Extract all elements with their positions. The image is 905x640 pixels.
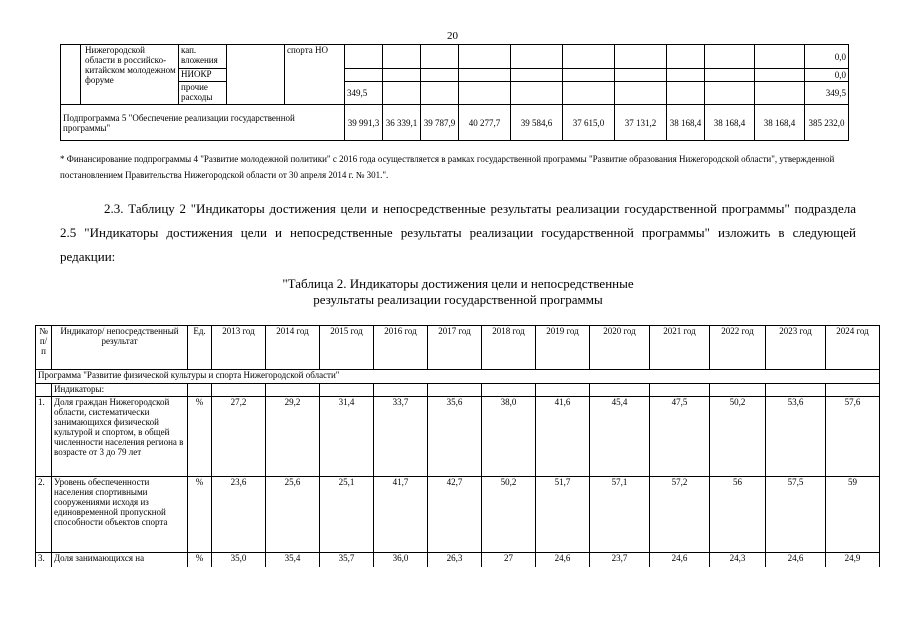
value-cell: 25,1 — [320, 477, 374, 553]
value-cell — [615, 82, 667, 105]
value-cell: 33,7 — [374, 397, 428, 477]
row-org: спорта НО — [285, 45, 345, 105]
program-row: Программа "Развитие физической культуры и спорта Нижегородской области" — [36, 370, 880, 384]
value-cell — [563, 82, 615, 105]
row-num: 1. — [36, 397, 52, 477]
value-cell — [563, 45, 615, 69]
value-cell: 35,0 — [212, 553, 266, 567]
value-cell: 27,2 — [212, 397, 266, 477]
value-cell: 35,7 — [320, 553, 374, 567]
value-cell: 41,6 — [536, 397, 590, 477]
row-name: Уровень обеспеченности населения спортивными сооружениями исходя из единовременной пропускной способности объектов спорта — [52, 477, 188, 553]
col-unit: Ед. — [188, 326, 212, 370]
row-unit: % — [188, 397, 212, 477]
value-cell — [705, 45, 755, 69]
value-cell: 35,4 — [266, 553, 320, 567]
value-cell — [345, 45, 383, 69]
value-cell: 27 — [482, 553, 536, 567]
indicators-table — [35, 325, 880, 567]
paragraph — [60, 197, 856, 269]
value-cell: 50,2 — [482, 477, 536, 553]
paragraph-text: 2.3. Таблицу 2 "Индикаторы достижения цели и непосредственные результаты реализации государственной программы" подраздела 2.5 "Индикаторы достижения цели и непосредственные результаты реализации государственной программы" изложить в следующей редакции: — [60, 201, 856, 264]
table-title — [60, 276, 856, 308]
value-cell: 57,2 — [650, 477, 710, 553]
value-cell: 385 232,0 — [805, 105, 849, 141]
value-cell: 349,5 — [345, 82, 383, 105]
value-cell — [383, 45, 421, 69]
value-cell: 349,5 — [805, 82, 849, 105]
value-cell — [563, 69, 615, 82]
value-cell: 42,7 — [428, 477, 482, 553]
value-cell — [755, 45, 805, 69]
value-cell: 39 991,3 — [345, 105, 383, 141]
row-unit: % — [188, 477, 212, 553]
value-cell: 50,2 — [710, 397, 766, 477]
value-cell — [421, 45, 459, 69]
table-title-line1: "Таблица 2. Индикаторы достижения цели и непосредственные — [282, 276, 634, 291]
value-cell — [421, 82, 459, 105]
value-cell — [421, 69, 459, 82]
value-cell: 41,7 — [374, 477, 428, 553]
value-cell: 29,2 — [266, 397, 320, 477]
value-cell: 53,6 — [766, 397, 826, 477]
value-cell: 57,6 — [826, 397, 880, 477]
value-cell: 59 — [826, 477, 880, 553]
value-cell — [511, 82, 563, 105]
row-unit: % — [188, 553, 212, 567]
value-cell — [667, 69, 705, 82]
value-cell: 38 168,4 — [755, 105, 805, 141]
page-number: 20 — [447, 30, 458, 42]
col-year: 2021 год — [650, 326, 710, 370]
value-cell: 0,0 — [805, 69, 849, 82]
col-year: 2023 год — [766, 326, 826, 370]
value-cell — [459, 82, 511, 105]
footnote: * Финансирование подпрограммы 4 "Развитие молодежной политики" с 2016 года осуществляется в рамках государственной программы "Развитие образования Нижегородской области", утвержденной постановлением Правительства Нижегородской области от 30 апреля 2014 г. № 301.". — [60, 154, 835, 180]
col-year: 2024 год — [826, 326, 880, 370]
table-row — [36, 553, 880, 567]
value-cell: 47,5 — [650, 397, 710, 477]
value-cell: 35,6 — [428, 397, 482, 477]
value-cell — [615, 45, 667, 69]
value-cell — [667, 82, 705, 105]
col-year: 2014 год — [266, 326, 320, 370]
value-cell: 39 787,9 — [421, 105, 459, 141]
empty-cell — [61, 45, 81, 105]
value-cell — [667, 45, 705, 69]
value-cell: 24,6 — [536, 553, 590, 567]
value-cell — [383, 82, 421, 105]
empty-cell — [36, 384, 52, 397]
row-num: 3. — [36, 553, 52, 567]
col-indicator: Индикатор/ непосредственный результат — [52, 326, 188, 370]
value-cell: 24,3 — [710, 553, 766, 567]
value-cell: 57,1 — [590, 477, 650, 553]
value-cell: 37 615,0 — [563, 105, 615, 141]
col-year: 2020 год — [590, 326, 650, 370]
value-cell: 23,7 — [590, 553, 650, 567]
table-title-line2: результаты реализации государственной программы — [313, 292, 603, 307]
value-cell: 57,5 — [766, 477, 826, 553]
value-cell: 45,4 — [590, 397, 650, 477]
value-cell: 24,9 — [826, 553, 880, 567]
value-cell: 40 277,7 — [459, 105, 511, 141]
value-cell: 51,7 — [536, 477, 590, 553]
value-cell — [383, 69, 421, 82]
row-name: Доля граждан Нижегородской области, систематически занимающихся физической культурой и спортом, в общей численности населения региона в возрасте от 3 до 79 лет — [52, 397, 188, 477]
value-cell: 24,6 — [650, 553, 710, 567]
row-type: кап. вложения — [179, 45, 227, 69]
col-year: 2015 год — [320, 326, 374, 370]
col-year: 2016 год — [374, 326, 428, 370]
value-cell: 25,6 — [266, 477, 320, 553]
row-num: 2. — [36, 477, 52, 553]
value-cell: 23,6 — [212, 477, 266, 553]
indicators-label: Индикаторы: — [52, 384, 188, 397]
col-num: № п/п — [36, 326, 52, 370]
value-cell: 38,0 — [482, 397, 536, 477]
value-cell — [511, 69, 563, 82]
value-cell: 24,6 — [766, 553, 826, 567]
col-year: 2017 год — [428, 326, 482, 370]
value-cell: 36,0 — [374, 553, 428, 567]
value-cell: 26,3 — [428, 553, 482, 567]
value-cell — [459, 45, 511, 69]
empty-cell — [227, 45, 285, 105]
row-name: Доля занимающихся на — [52, 553, 188, 567]
value-cell: 37 131,2 — [615, 105, 667, 141]
col-year: 2022 год — [710, 326, 766, 370]
value-cell — [705, 82, 755, 105]
value-cell: 39 584,6 — [511, 105, 563, 141]
value-cell: 56 — [710, 477, 766, 553]
budget-table — [60, 44, 849, 141]
col-year: 2019 год — [536, 326, 590, 370]
col-year: 2013 год — [212, 326, 266, 370]
value-cell: 0,0 — [805, 45, 849, 69]
value-cell — [615, 69, 667, 82]
value-cell — [459, 69, 511, 82]
table-row — [36, 397, 880, 477]
value-cell — [755, 69, 805, 82]
value-cell: 38 168,4 — [667, 105, 705, 141]
row-type: прочие расходы — [179, 82, 227, 105]
table-row — [36, 477, 880, 553]
col-year: 2018 год — [482, 326, 536, 370]
value-cell — [345, 69, 383, 82]
value-cell — [755, 82, 805, 105]
value-cell — [705, 69, 755, 82]
subprogram-label: Подпрограмма 5 "Обеспечение реализации государственной программы" — [61, 105, 345, 141]
value-cell — [511, 45, 563, 69]
value-cell: 38 168,4 — [705, 105, 755, 141]
row-type: НИОКР — [179, 69, 227, 82]
value-cell: 31,4 — [320, 397, 374, 477]
row-desc: Нижегородской области в российско-китайском молодежном форуме — [81, 45, 179, 105]
value-cell: 36 339,1 — [383, 105, 421, 141]
